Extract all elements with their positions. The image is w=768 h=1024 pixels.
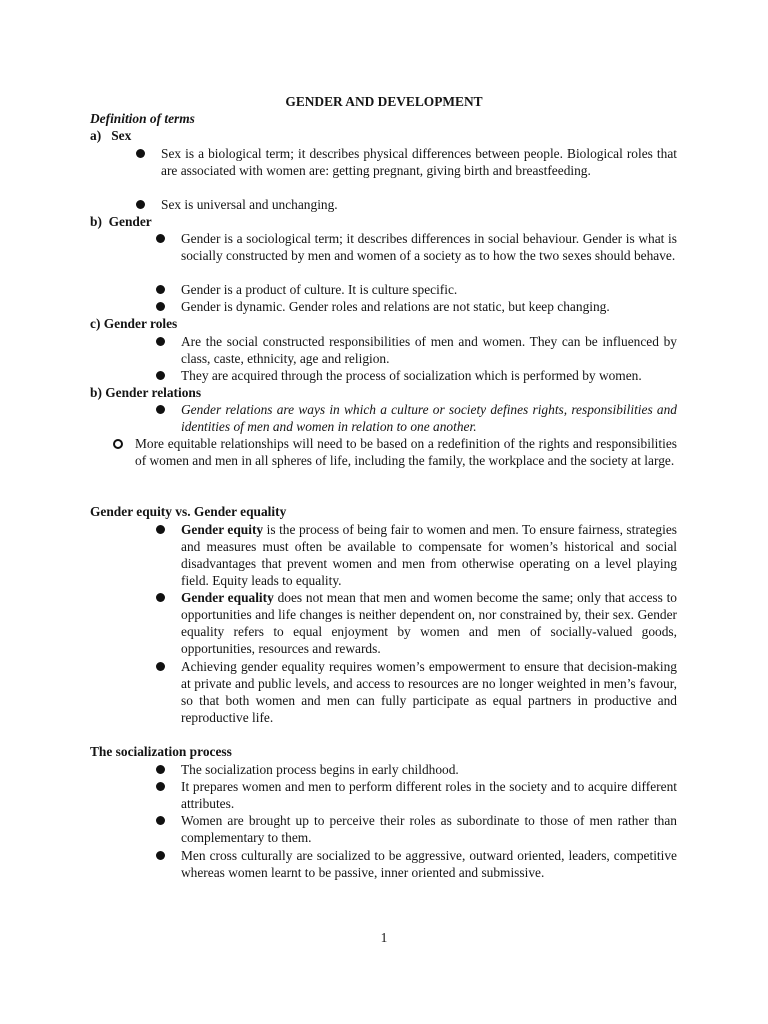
page-title: GENDER AND DEVELOPMENT bbox=[285, 94, 483, 109]
gender-relations-subitem: More equitable relationships will need to be based on a redefinition of the rights and responsibilities of women and men in all spheres of life, including the family, the workplace and the society at large. bbox=[135, 436, 677, 468]
sex-item: Sex is universal and unchanging. bbox=[161, 196, 677, 213]
sex-heading: a) Sex bbox=[90, 128, 132, 143]
term-definition: Achieving gender equality requires women’s empowerment to ensure that decision-making at private and public levels, and access to resources are no longer weighted in men’s favour, so that both women and men can fully participate as equal partners in productive and reproductive life. bbox=[181, 659, 677, 725]
empowerment-item bbox=[181, 658, 677, 726]
gender-roles-heading: c) Gender roles bbox=[90, 316, 178, 331]
term-label: Gender equity bbox=[181, 522, 264, 537]
page-number: 1 bbox=[380, 930, 388, 945]
gender-item: Gender is a sociological term; it describes differences in social behaviour. Gender is what is socially constructed by men and women of a society as to how the two sexes should behave. bbox=[181, 231, 677, 263]
socialization-item: Women are brought up to perceive their roles as subordinate to those of men rather than complementary to them. bbox=[181, 813, 677, 845]
term-definition: is the process of being fair to women and men. To ensure fairness, strategies and measures must often be available to compensate for women’s historical and social disadvantages that prevent women and men from otherwise operating on a level playing field. Equity leads to equality. bbox=[181, 522, 677, 588]
equality-item bbox=[181, 589, 677, 657]
sex-item: Sex is a biological term; it describes physical differences between people. Biological roles that are associated with women are: getting pregnant, giving birth and breastfeeding. bbox=[161, 145, 677, 196]
gender-relations-item: Gender relations are ways in which a culture or society defines rights, responsibilities and identities of men and women in relation to one another. bbox=[181, 402, 677, 434]
gender-item: Gender is a product of culture. It is culture specific. bbox=[181, 281, 677, 298]
socialization-item: The socialization process begins in early childhood. bbox=[181, 761, 677, 778]
term-label: Gender equality bbox=[181, 590, 274, 605]
gender-relations-heading: b) Gender relations bbox=[90, 385, 202, 400]
gender-item: Gender is dynamic. Gender roles and relations are not static, but keep changing. bbox=[181, 298, 677, 315]
equity-heading: Gender equity vs. Gender equality bbox=[90, 504, 287, 519]
socialization-item: Men cross culturally are socialized to be aggressive, outward oriented, leaders, competitive whereas women learnt to be passive, inner oriented and submissive. bbox=[181, 848, 677, 880]
gender-heading: b) Gender bbox=[90, 214, 152, 229]
socialization-item: It prepares women and men to perform different roles in the society and to acquire different attributes. bbox=[181, 779, 677, 811]
gender-roles-item: They are acquired through the process of socialization which is performed by women. bbox=[181, 367, 677, 384]
gender-roles-item: Are the social constructed responsibilities of men and women. They can be influenced by class, caste, ethnicity, age and religion. bbox=[181, 334, 677, 366]
equity-item bbox=[181, 521, 677, 589]
socialization-heading: The socialization process bbox=[90, 744, 232, 759]
term-definition: does not mean that men and women become the same; only that access to opportunities and life changes is neither dependent on, nor constrained by, their sex. Gender equality refers to equal enjoyment by women and men of socially-valued goods, opportunities, resources and rewards. bbox=[181, 590, 678, 656]
definitions-heading: Definition of terms bbox=[90, 111, 195, 126]
